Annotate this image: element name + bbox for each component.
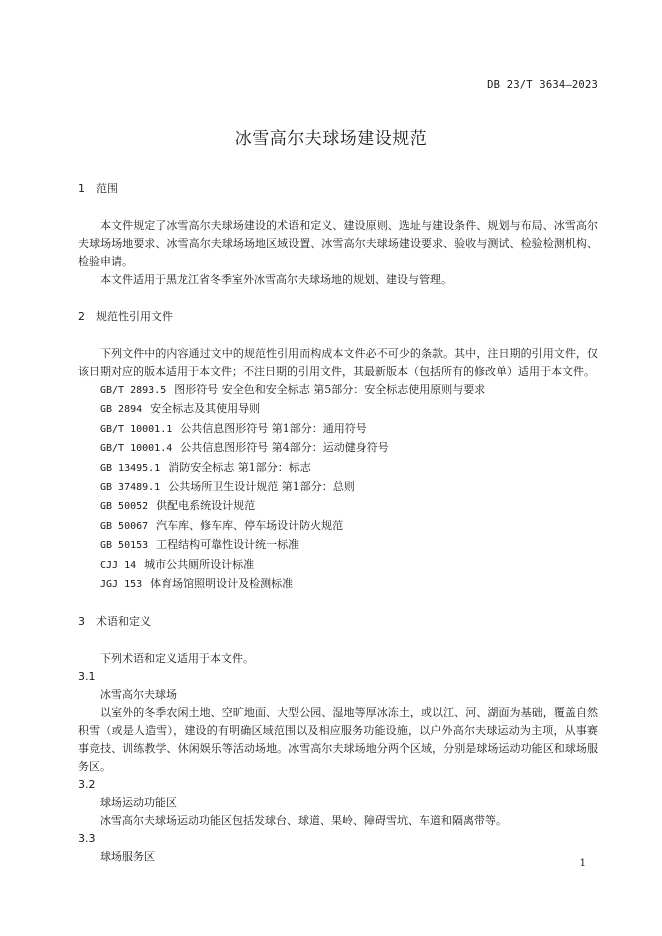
term-number: 3.2 (78, 778, 96, 792)
reference-title: 供配电系统设计规范 (156, 499, 256, 513)
reference-item (100, 575, 598, 594)
term-name: 球场运动功能区 (100, 796, 177, 810)
page-number: 1 (579, 858, 586, 869)
section-number: 1 (78, 182, 85, 195)
section-title: 范围 (96, 182, 118, 195)
reference-code: JGJ 153 (100, 579, 143, 591)
reference-item (100, 536, 598, 555)
reference-item (100, 497, 598, 516)
term-number: 3.3 (78, 832, 96, 846)
reference-title: 工程结构可靠性设计统一标准 (156, 538, 300, 552)
reference-code: CJJ 14 (100, 559, 137, 571)
reference-list (78, 381, 598, 594)
term-name: 球场服务区 (100, 850, 155, 864)
section-1-heading (78, 180, 598, 198)
document-title: 冰雪高尔夫球场建设规范 (234, 129, 428, 149)
reference-item (100, 439, 598, 458)
reference-title: 公共信息图形符号 第4部分：运动健身符号 (180, 441, 389, 455)
reference-code: GB/T 2893.5 (100, 385, 167, 396)
reference-item (100, 517, 598, 536)
reference-code: GB/T 10001.4 (100, 443, 173, 455)
term-name: 冰雪高尔夫球场 (100, 688, 177, 702)
term-number: 3.1 (78, 670, 96, 684)
reference-code: GB 50067 (100, 520, 149, 532)
section-2-heading (78, 308, 598, 326)
reference-item (100, 400, 598, 419)
reference-title: 公共信息图形符号 第1部分：通用符号 (180, 421, 367, 435)
reference-code: GB 37489.1 (100, 482, 161, 494)
section-number: 3 (78, 615, 85, 629)
reference-item (100, 381, 598, 400)
reference-title: 安全标志及其使用导则 (150, 402, 261, 416)
reference-title: 公共场所卫生设计规范 第1部分：总则 (168, 480, 355, 494)
reference-item (100, 478, 598, 497)
section-3-heading (78, 613, 598, 631)
reference-code: GB 50052 (100, 501, 149, 513)
reference-title: 消防安全标志 第1部分：标志 (168, 460, 311, 474)
terms-intro: 下列术语和定义适用于本文件。 (100, 652, 254, 666)
reference-item (100, 459, 598, 478)
reference-code: GB 50153 (100, 540, 149, 552)
section-title: 规范性引用文件 (96, 310, 173, 323)
reference-title: 体育场馆照明设计及检测标准 (150, 577, 294, 591)
reference-code: GB/T 10001.1 (100, 423, 173, 435)
scope-paragraph: 本文件适用于黑龙江省冬季室外冰雪高尔夫球场地的规划、建设与管理。 (100, 273, 452, 286)
document-body (78, 180, 598, 866)
reference-code: GB 2894 (100, 404, 143, 416)
reference-item (100, 420, 598, 439)
reference-title: 城市公共厕所设计标准 (144, 557, 255, 571)
section-title: 术语和定义 (96, 615, 151, 629)
document-code: DB 23/T 3634—2023 (487, 79, 598, 91)
section-number: 2 (78, 310, 85, 323)
scope-paragraph: 本文件规定了冰雪高尔夫球场建设的术语和定义、建设原则、选址与建设条件、规划与布局、冰雪高尔夫球场场地要求、冰雪高尔夫球场场地区域设置、冰雪高尔夫球场建设要求、验收与测试、检验检测机构、检验申请。 (78, 219, 598, 268)
reference-code: GB 13495.1 (100, 462, 161, 474)
term-definition: 冰雪高尔夫球场运动功能区包括发球台、球道、果岭、障碍雪坑、车道和隔离带等。 (100, 814, 507, 828)
references-intro: 下列文件中的内容通过文中的规范性引用而构成本文件必不可少的条款。其中，注日期的引用文件，仅该日期对应的版本适用于本文件；不注日期的引用文件，其最新版本（包括所有的修改单）适用于本文件。 (78, 347, 598, 378)
reference-title: 汽车库、修车库、停车场设计防火规范 (156, 518, 344, 532)
term-definition: 以室外的冬季农闲土地、空旷地面、大型公园、湿地等厚冰冻土，或以江、河、湖面为基础，覆盖自然积雪（或是人造雪），建设的有明确区域范围以及相应服务功能设施，以户外高尔夫球运动为主项，从事赛事竞技、训练教学、休闲娱乐等活动场地。冰雪高尔夫球场地分两个区域，分别是球场运动功能区和球场服务区。 (78, 706, 598, 774)
reference-title: 图形符号 安全色和安全标志 第5部分：安全标志使用原则与要求 (174, 383, 486, 396)
reference-item (100, 556, 598, 575)
